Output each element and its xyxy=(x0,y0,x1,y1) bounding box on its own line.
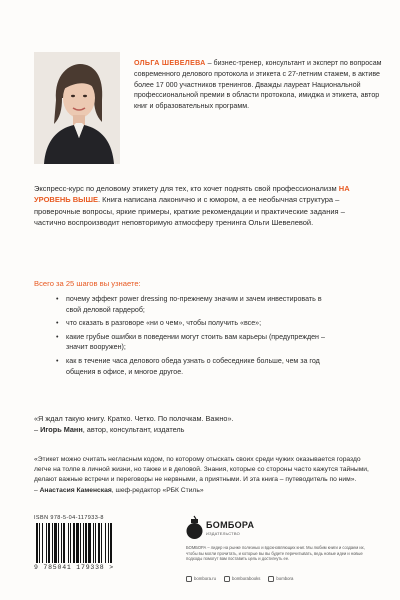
publisher-logo xyxy=(186,515,255,543)
author-photo xyxy=(34,52,120,164)
list-item xyxy=(34,294,334,315)
quote-author-role: , шеф-редактор «РБК Стиль» xyxy=(111,486,204,494)
publisher-links xyxy=(186,576,293,582)
list-item-text: какие грубые ошибки в поведении могут стоить вам карьеры (предупрежден – значит вооружен); xyxy=(66,332,325,352)
quote-author: Анастасия Каменская xyxy=(39,486,112,494)
list-item-text: что сказать в разговоре «ни о чем», чтобы получить «все»; xyxy=(66,319,262,328)
quote-author-role: , автор, консультант, издатель xyxy=(82,424,185,434)
list-item xyxy=(34,356,334,377)
author-name: ОЛЬГА ШЕВЕЛЕВА xyxy=(134,59,206,67)
description-highlight: НА УРОВЕНЬ ВЫШЕ xyxy=(34,184,350,205)
bombora-bomb-icon xyxy=(186,515,203,541)
review-quote-2: «Этикет можно считать негласным кодом, по которому отыскать своих среди чужих оказывается гораздо легче на толпе в личной жизни, но также и в деловой. Знания, которые со стороны часто кажутся тайными, делают важные встречи и переговоры не нервными, а приятными. И эта книга – путеводитель по ним». – Анастасия Каменская, шеф-редактор «РБК Стиль» xyxy=(34,456,369,494)
bullet-dot-icon: • xyxy=(56,332,59,341)
vk-link[interactable]: bomborabooks xyxy=(224,576,260,582)
book-description xyxy=(34,183,374,229)
vk-icon xyxy=(224,576,230,582)
publisher-subtitle: ИЗДАТЕЛЬСТВО xyxy=(206,531,240,536)
author-bio-text: – бизнес-тренер, консультант и эксперт по вопросам современного делового протокола и этикета с 27-летним стажем, в активе более 17 000 участников тренингов. Дважды лауреат Национальной профессиональной премии в области протокола, имиджа и этикета, автор книг и образовательных программ. xyxy=(134,59,382,111)
bullet-dot-icon: • xyxy=(56,295,59,303)
barcode-digits: 9 785041 179338 > xyxy=(34,564,114,571)
review-quote-1: «Я ждал такую книгу. Кратко. Четко. По полочкам. Важно». – Игорь Манн, автор, консультант, издатель xyxy=(34,414,234,434)
list-item xyxy=(34,318,334,329)
steps-heading: Всего за 25 шагов вы узнаете: xyxy=(34,279,141,288)
bullet-dot-icon: • xyxy=(56,319,59,328)
telegram-icon xyxy=(268,576,274,582)
list-item-text: почему эффект power dressing по-прежнему значим и зачем инвестировать в свой деловой гардероб; xyxy=(66,295,322,314)
isbn-barcode xyxy=(34,515,162,571)
steps-list xyxy=(34,294,334,380)
list-item-text: как в течение часа делового обеда узнать о собеседнике больше, чем за год общения в офисе, и многое другое. xyxy=(66,356,320,376)
author-portrait-image xyxy=(34,52,120,164)
quote-text: «Я ждал такую книгу. Кратко. Четко. По полочкам. Важно». xyxy=(34,414,234,423)
isbn-number: ISBN 978-5-04-117933-8 xyxy=(34,515,104,521)
globe-icon xyxy=(186,576,192,582)
publisher-description: БОМБОРА – лидер на рынке полезных и вдохновляющих книг. Мы любим книги и создаем их, чтобы вы могли прочитать, и которые вы вы будете перечитывать, ведь новые идеи и новые подходы помогут вам поставить цель и достигнуть ее. xyxy=(186,545,365,562)
telegram-link[interactable]: bombora xyxy=(268,576,293,582)
website-link[interactable]: bombora.ru xyxy=(186,576,216,582)
list-item xyxy=(34,332,334,353)
publisher-name: БОМБОРА xyxy=(206,520,255,530)
author-bio xyxy=(134,58,384,112)
description-part-2: . Книга написана лаконично и с юмором, а ее необычная структура – проверочные вопросы, яркие примеры, краткие рекомендации и практические задания – частично воспроизводит неповторимую атмосферу тренинга Ольги Шевелевой. xyxy=(34,195,345,228)
bullet-dot-icon: • xyxy=(56,356,59,365)
barcode-bars-icon xyxy=(34,523,152,563)
quote-text: «Этикет можно считать негласным кодом, по которому отыскать своих среди чужих оказывается гораздо легче на толпе в личной жизни, но также и в деловой. Знания, которые со стороны часто кажутся тайными, делают важные встречи и переговоры не нервными, а приятными. И эта книга – путеводитель по ним». xyxy=(34,456,369,484)
description-part-1: Экспресс-курс по деловому этикету для тех, кто хочет поднять свой профессионализм xyxy=(34,184,337,193)
quote-author: Игорь Манн xyxy=(40,424,83,434)
